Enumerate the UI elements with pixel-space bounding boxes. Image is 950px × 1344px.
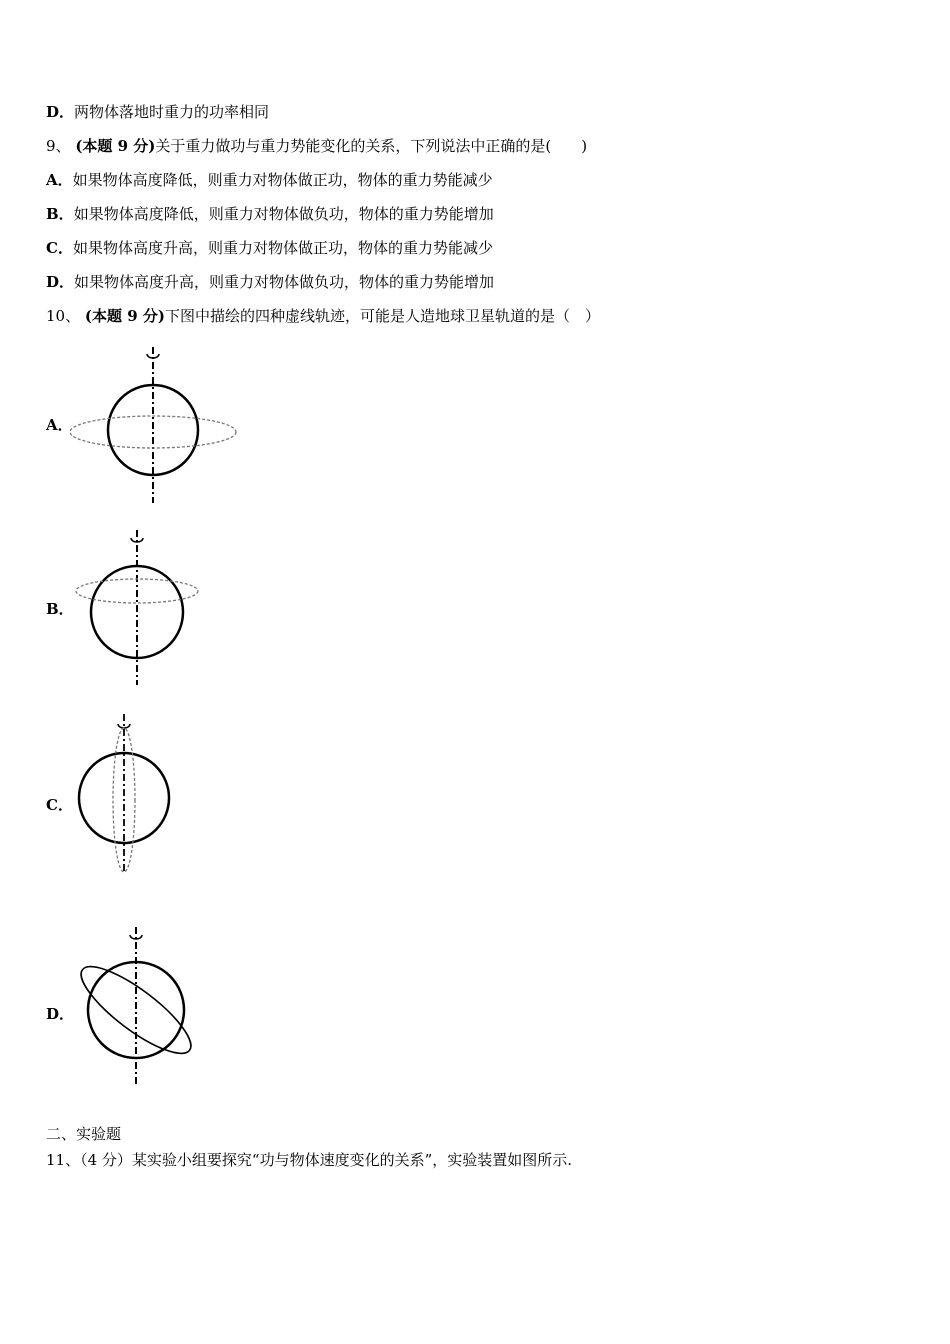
q10-figure-a bbox=[70, 345, 245, 505]
q9-number: 9、 bbox=[46, 137, 71, 155]
section-heading: 二、实验题 bbox=[46, 1125, 122, 1143]
q10-figure-b-label: B． bbox=[46, 600, 74, 618]
q11-meta: （4 分） bbox=[80, 1151, 132, 1169]
q9-option-c-text: 如果物体高度升高，则重力对物体做正功，物体的重力势能减少 bbox=[72, 239, 493, 257]
q8-option-d-label: D． bbox=[46, 103, 75, 121]
q10-figure-a-label: A． bbox=[46, 416, 73, 434]
q9-option-c-label: C． bbox=[46, 239, 73, 257]
q9-option-b-label: B． bbox=[46, 205, 74, 223]
q10-stem-text: 下图中描绘的四种虚线轨迹，可能是人造地球卫星轨道的是（ ） bbox=[164, 307, 600, 325]
q10-number: 10、 bbox=[46, 307, 81, 325]
q9-option-d bbox=[46, 272, 494, 292]
q9-option-d-text: 如果物体高度升高，则重力对物体做负功，物体的重力势能增加 bbox=[74, 273, 495, 291]
rotation-arrow-icon bbox=[147, 354, 159, 358]
q9-option-d-label: D． bbox=[46, 273, 75, 291]
q9-option-b bbox=[46, 204, 494, 224]
q9-stem-text: 关于重力做功与重力势能变化的关系，下列说法中正确的是( ) bbox=[155, 137, 588, 155]
q9-option-c bbox=[46, 238, 493, 258]
q9-option-a-text: 如果物体高度降低，则重力对物体做正功，物体的重力势能减少 bbox=[72, 171, 493, 189]
q8-option-d-text: 两物体落地时重力的功率相同 bbox=[74, 103, 270, 121]
q9-option-a bbox=[46, 170, 493, 190]
q10-figure-c bbox=[70, 712, 180, 877]
q10-figure-d-label: D． bbox=[46, 1005, 75, 1023]
q10-stem bbox=[46, 306, 600, 326]
q10-meta: (本题 9 分) bbox=[84, 307, 165, 325]
q9-option-a-label: A． bbox=[46, 171, 73, 189]
q10-figure-d bbox=[70, 925, 200, 1090]
q9-meta: (本题 9 分) bbox=[75, 137, 156, 155]
q11-number: 11、 bbox=[46, 1151, 81, 1169]
q10-figure-c-label: C． bbox=[46, 796, 73, 814]
q10-figure-b bbox=[70, 528, 205, 688]
q9-option-b-text: 如果物体高度降低，则重力对物体做负功，物体的重力势能增加 bbox=[73, 205, 494, 223]
q11-stem-text: 某实验小组要探究“功与物体速度变化的关系”，实验装置如图所示. bbox=[131, 1151, 573, 1169]
q9-stem bbox=[46, 136, 587, 156]
q11-stem bbox=[46, 1150, 572, 1170]
q8-option-d bbox=[46, 102, 269, 122]
